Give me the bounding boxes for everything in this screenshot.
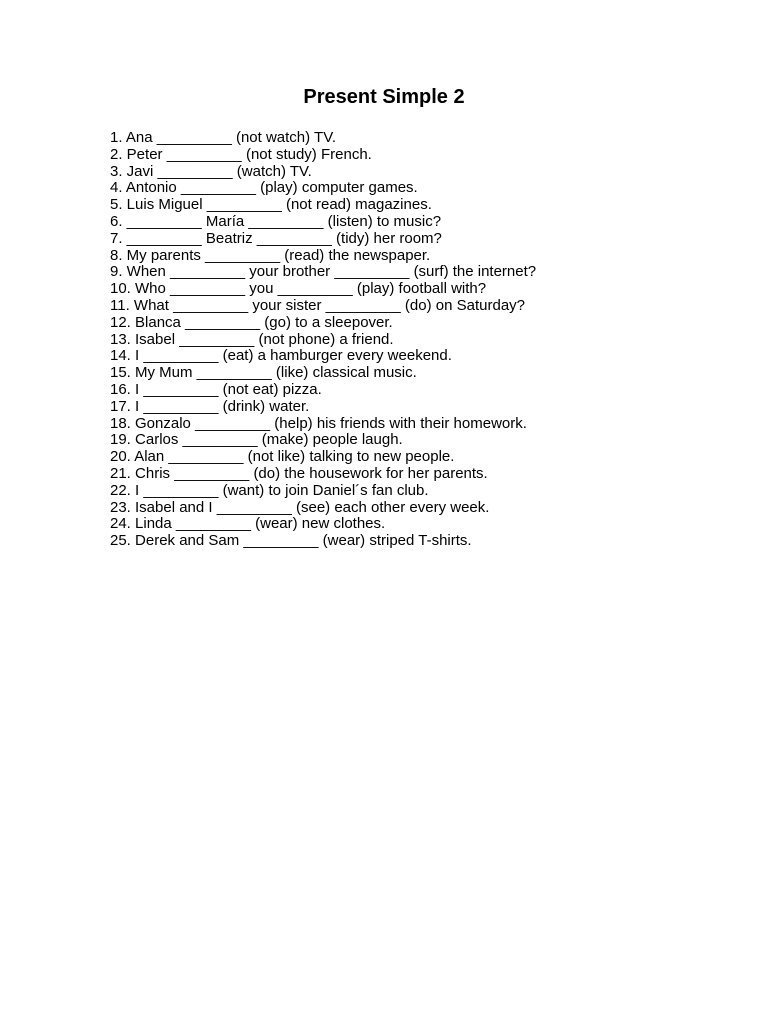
exercise-item: 6. _________ María _________ (listen) to music? — [110, 212, 442, 230]
exercise-item: 4. Antonio _________ (play) computer games. — [110, 179, 418, 197]
exercise-item: 13. Isabel _________ (not phone) a friend. — [110, 330, 394, 348]
exercise-item: 24. Linda _________ (wear) new clothes. — [110, 515, 386, 533]
exercise-item: 19. Carlos _________ (make) people laugh. — [110, 431, 403, 449]
exercise-item: 15. My Mum _________ (like) classical music. — [110, 364, 417, 382]
exercise-item: 8. My parents _________ (read) the newspaper. — [110, 246, 431, 264]
exercise-item: 16. I _________ (not eat) pizza. — [110, 380, 322, 398]
exercise-item: 2. Peter _________ (not study) French. — [110, 145, 372, 163]
exercise-item: 9. When _________ your brother _________ (surf) the internet? — [110, 263, 537, 281]
exercise-item: 7. _________ Beatriz _________ (tidy) her room? — [110, 229, 442, 247]
page-title: Present Simple 2 — [303, 86, 465, 108]
exercise-item: 22. I _________ (want) to join Daniel´s fan club. — [110, 481, 429, 499]
exercise-item: 1. Ana _________ (not watch) TV. — [110, 129, 337, 146]
exercise-item: 11. What _________ your sister _________ (do) on Saturday? — [110, 296, 526, 314]
exercise-item: 20. Alan _________ (not like) talking to new people. — [110, 448, 455, 466]
exercise-item: 23. Isabel and I _________ (see) each other every week. — [110, 498, 490, 516]
exercise-item: 18. Gonzalo _________ (help) his friends with their homework. — [110, 414, 527, 432]
exercise-item: 10. Who _________ you _________ (play) football with? — [110, 280, 487, 298]
exercise-item: 17. I _________ (drink) water. — [110, 397, 310, 415]
exercise-item: 21. Chris _________ (do) the housework for her parents. — [110, 464, 488, 482]
exercise-list — [110, 130, 710, 550]
exercise-item: 3. Javi _________ (watch) TV. — [110, 162, 312, 180]
exercise-item: 5. Luis Miguel _________ (not read) magazines. — [110, 196, 432, 214]
exercise-item: 25. Derek and Sam _________ (wear) striped T-shirts. — [110, 532, 472, 550]
exercise-item: 12. Blanca _________ (go) to a sleepover. — [110, 313, 393, 331]
exercise-item: 14. I _________ (eat) a hamburger every weekend. — [110, 347, 452, 365]
